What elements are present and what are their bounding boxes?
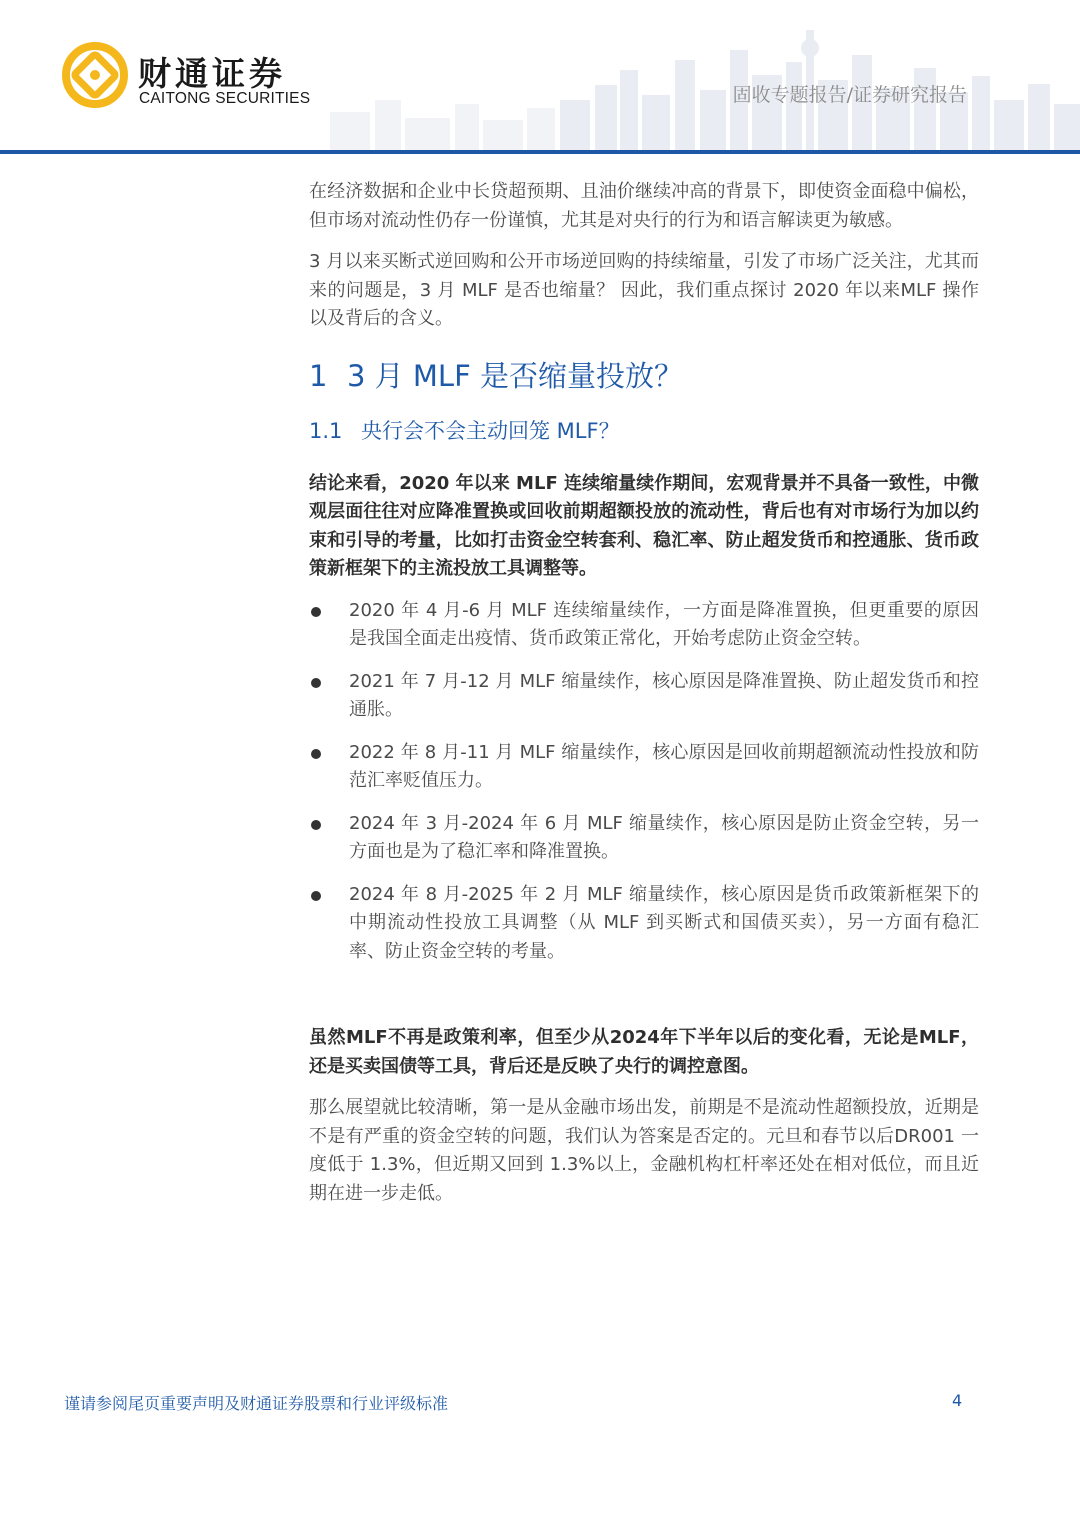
list-item-text: 2022 年 8 月-11 月 MLF 缩量续作，核心原因是回收前期超额流动性投放和防范汇率贬值压力。 xyxy=(349,741,979,791)
logo-chinese-name: 财通证券 xyxy=(138,54,286,93)
section-title: 3 月 MLF 是否缩量投放？ xyxy=(347,358,683,393)
page-number: 4 xyxy=(952,1391,963,1410)
caitong-logo-icon xyxy=(62,42,128,108)
subsection-heading xyxy=(309,416,979,446)
list-item-text: 2024 年 3 月-2024 年 6 月 MLF 缩量续作，核心原因是防止资金空转，另一方面也是为了稳汇率和降准置换。 xyxy=(349,812,979,862)
report-body xyxy=(309,178,979,1221)
footer-disclaimer: 谨请参阅尾页重要声明及财通证券股票和行业评级标准 xyxy=(64,1394,449,1413)
bullet-icon xyxy=(311,820,321,830)
section-heading xyxy=(309,356,979,396)
report-type-label: 固收专题报告/证券研究报告 xyxy=(732,84,967,106)
logo-english-name: CAITONG SECURITIES xyxy=(139,90,311,107)
list-item-text: 2020 年 4 月-6 月 MLF 连续缩量续作，一方面是降准置换，但更重要的原因是我国全面走出疫情、货币政策正常化，开始考虑防止资金空转。 xyxy=(349,599,979,649)
bullet-icon xyxy=(311,891,321,901)
list-item xyxy=(309,668,979,725)
intro-paragraph: 在经济数据和企业中长贷超预期、且油价继续冲高的背景下，即使资金面稳中偏松，但市场对流动性仍存一份谨慎，尤其是对央行的行为和语言解读更为敏感。 xyxy=(309,181,979,231)
bullet-icon xyxy=(311,678,321,688)
intro-paragraph: 3 月以来买断式逆回购和公开市场逆回购的持续缩量，引发了市场广泛关注，尤其而来的问题是，3 月 MLF 是否也缩量？ 因此，我们重点探讨 2020 年以来MLF 操作以及背后的含义。 xyxy=(309,251,979,329)
subsection-number: 1.1 xyxy=(309,418,343,443)
list-item xyxy=(309,810,979,867)
bullet-icon xyxy=(311,749,321,759)
conclusion-paragraph: 结论来看，2020 年以来 MLF 连续缩量续作期间，宏观背景并不具备一致性，中微观层面往往对应降准置换或回收前期超额投放的流动性，背后也有对市场行为加以约束和引导的考量，比如打击资金空转套利、稳汇率、防止超发货币和控通胀、货币政策新框架下的主流投放工具调整等。 xyxy=(309,472,979,579)
section-number: 1 xyxy=(309,358,328,393)
emphasis-paragraph: 虽然MLF不再是政策利率，但至少从2024年下半年以后的变化看，无论是MLF，还是买卖国债等工具，背后还是反映了央行的调控意图。 xyxy=(309,1027,979,1077)
list-item xyxy=(309,739,979,796)
list-item xyxy=(309,881,979,967)
bullet-list xyxy=(309,597,979,967)
header-divider xyxy=(0,150,1080,154)
page-header xyxy=(0,0,1080,156)
list-item-text: 2024 年 8 月-2025 年 2 月 MLF 缩量续作，核心原因是货币政策新框架下的中期流动性投放工具调整（从 MLF 到买断式和国债买卖），另一方面有稳汇率、防止资金空转的考量。 xyxy=(349,883,979,962)
spacer xyxy=(309,980,979,1024)
outlook-paragraph: 那么展望就比较清晰，第一是从金融市场出发，前期是不是流动性超额投放，近期是不是有严重的资金空转的问题，我们认为答案是否定的。元旦和春节以后DR001 一度低于 1.3%，但近期又回到 1.3%以上，金融机构杠杆率还处在相对低位，而且近期在进一步走低。 xyxy=(309,1097,979,1204)
bullet-icon xyxy=(311,607,321,617)
list-item-text: 2021 年 7 月-12 月 MLF 缩量续作，核心原因是降准置换、防止超发货币和控通胀。 xyxy=(349,670,979,720)
list-item xyxy=(309,597,979,654)
subsection-title: 央行会不会主动回笼 MLF？ xyxy=(361,418,620,443)
